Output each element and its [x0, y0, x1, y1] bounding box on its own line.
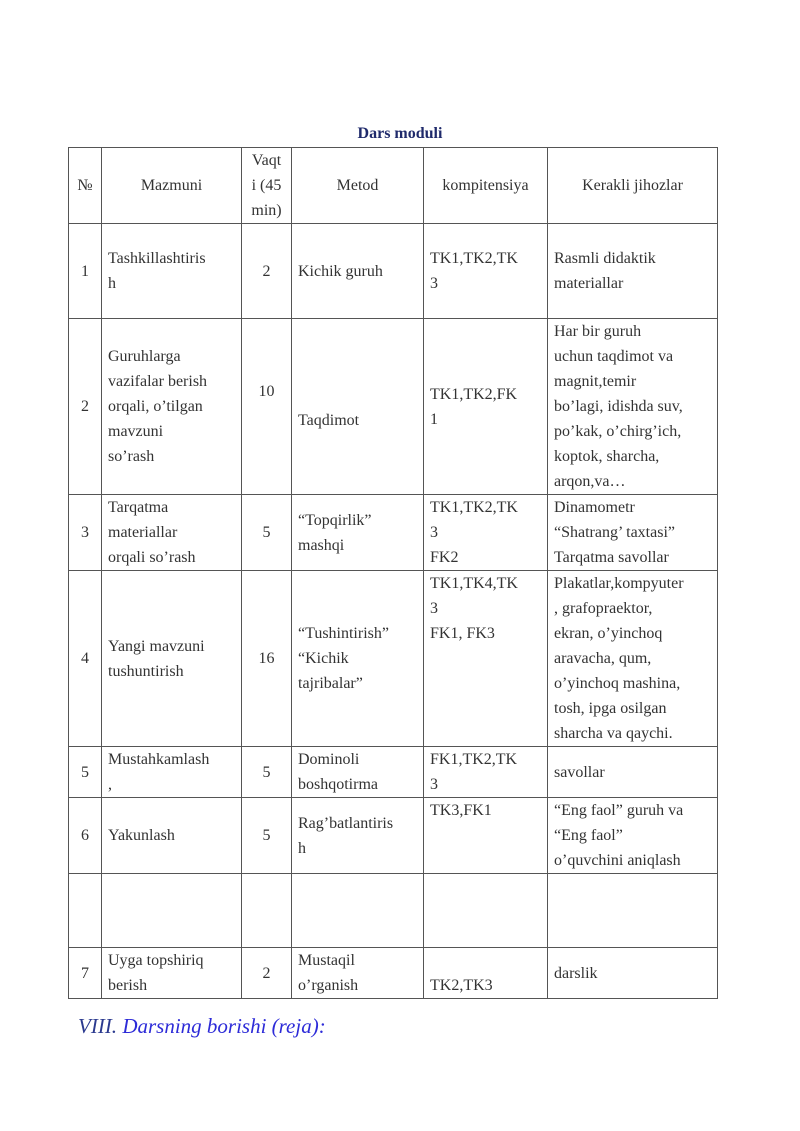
cell-competence [424, 798, 548, 874]
cell-equipment [548, 798, 718, 874]
cell-line: 3 [430, 776, 438, 793]
cell-competence [424, 747, 548, 798]
cell-line: “Topqirlik” [298, 511, 372, 529]
cell-line: bo’lagi, idishda suv, [554, 398, 683, 415]
cell-line: boshqotirma [298, 776, 378, 793]
cell-line: “Tushintirish” [298, 625, 389, 642]
cell-line: koptok, sharcha, [554, 448, 660, 465]
cell-line: darslik [554, 964, 598, 982]
cell-line: TK1,TK2,TK [430, 499, 518, 516]
cell-competence [424, 495, 548, 571]
cell-time: 5 [242, 798, 292, 874]
cell-line: tushuntirish [108, 662, 184, 680]
cell-line: Mustahkamlash [108, 751, 210, 768]
header-time [242, 148, 292, 224]
cell-num: 3 [69, 495, 102, 571]
cell-line: orqali so’rash [108, 549, 196, 566]
header-row [69, 148, 718, 224]
cell-line: sharcha va qaychi. [554, 725, 673, 742]
cell-line: h [298, 839, 306, 857]
cell-line: “Eng faol” guruh va [554, 802, 684, 819]
cell-time: 16 [242, 571, 292, 747]
section-number: VIII. [78, 1014, 118, 1038]
cell-content [102, 874, 242, 948]
cell-line: mashqi [298, 536, 345, 554]
header-time-line: Vaqt [251, 152, 282, 169]
cell-line: berish [108, 977, 148, 994]
cell-competence [424, 224, 548, 319]
cell-line: vazifalar berish [108, 373, 208, 390]
cell-line: arqon,va… [554, 473, 626, 490]
cell-line: “Kichik [298, 650, 349, 667]
cell-time [242, 874, 292, 948]
cell-equipment [548, 224, 718, 319]
cell-method [292, 319, 424, 495]
cell-line: 1 [430, 410, 438, 428]
cell-num: 7 [69, 948, 102, 999]
cell-line: FK1, FK3 [430, 625, 495, 642]
cell-line: Yakunlash [108, 827, 175, 844]
cell-method [292, 798, 424, 874]
table-row [69, 319, 718, 495]
cell-line: Tashkillashtiris [108, 250, 206, 267]
header-num: № [69, 148, 102, 224]
cell-content [102, 495, 242, 571]
cell-line: Rag’batlantiris [298, 814, 394, 832]
cell-method [292, 571, 424, 747]
cell-line: h [108, 275, 116, 292]
cell-line: Tarqatma [108, 499, 169, 516]
cell-line: Kichik guruh [298, 262, 383, 280]
cell-time: 10 [242, 319, 292, 495]
cell-method [292, 495, 424, 571]
cell-num: 5 [69, 747, 102, 798]
cell-num: 1 [69, 224, 102, 319]
table-row [69, 874, 718, 948]
cell-method [292, 874, 424, 948]
cell-line: mavzuni [108, 423, 164, 440]
cell-line: uchun taqdimot va [554, 348, 674, 365]
cell-line: Plakatlar,kompyuter [554, 575, 684, 592]
cell-time: 5 [242, 495, 292, 571]
cell-line: po’kak, o’chirg’ich, [554, 423, 682, 440]
cell-line: Guruhlarga [108, 348, 181, 365]
cell-equipment [548, 571, 718, 747]
cell-line: TK1,TK2,FK [430, 385, 518, 403]
header-method: Metod [292, 148, 424, 224]
table-row [69, 747, 718, 798]
cell-line: “Shatrang’ taxtasi” [554, 524, 675, 541]
cell-line: “Eng faol” [554, 827, 623, 844]
cell-content [102, 948, 242, 999]
cell-equipment [548, 495, 718, 571]
cell-content [102, 319, 242, 495]
cell-line: 3 [430, 524, 438, 541]
cell-equipment [548, 874, 718, 948]
cell-line: Tarqatma savollar [554, 549, 669, 566]
table-row [69, 948, 718, 999]
cell-line: o’quvchini aniqlash [554, 852, 681, 869]
cell-line: TK1,TK4,TK [430, 575, 518, 592]
table-row [69, 571, 718, 747]
cell-line: TK2,TK3 [430, 977, 493, 994]
cell-line: savollar [554, 763, 605, 781]
cell-time: 2 [242, 948, 292, 999]
cell-line: 3 [430, 275, 438, 292]
cell-method [292, 747, 424, 798]
cell-content [102, 571, 242, 747]
header-equipment: Kerakli jihozlar [548, 148, 718, 224]
cell-line: materiallar [554, 275, 624, 292]
cell-line: , grafopraektor, [554, 600, 653, 617]
cell-line: TK1,TK2,TK [430, 250, 518, 267]
cell-line: magnit,temir [554, 373, 637, 390]
lesson-module-table [68, 147, 718, 999]
cell-content [102, 747, 242, 798]
cell-line: tosh, ipga osilgan [554, 700, 667, 717]
cell-line: FK1,TK2,TK [430, 751, 518, 768]
cell-content [102, 798, 242, 874]
header-competence: kompitensiya [424, 148, 548, 224]
cell-line: Dinamometr [554, 499, 635, 516]
cell-equipment [548, 747, 718, 798]
cell-method [292, 948, 424, 999]
cell-line: , [108, 776, 112, 793]
cell-line: o’rganish [298, 977, 359, 994]
cell-num: 4 [69, 571, 102, 747]
table-row [69, 798, 718, 874]
cell-content [102, 224, 242, 319]
cell-line: Taqdimot [298, 412, 360, 429]
cell-line: Yangi mavzuni [108, 637, 205, 655]
cell-equipment [548, 319, 718, 495]
cell-time: 5 [242, 747, 292, 798]
cell-line: TK3,FK1 [430, 802, 492, 819]
cell-num: 2 [69, 319, 102, 495]
cell-line: tajribalar” [298, 675, 363, 692]
cell-line: 3 [430, 600, 438, 617]
cell-competence [424, 319, 548, 495]
cell-num [69, 874, 102, 948]
cell-method [292, 224, 424, 319]
table-row [69, 495, 718, 571]
cell-line: so’rash [108, 448, 155, 465]
cell-line: aravacha, qum, [554, 650, 652, 667]
cell-competence [424, 948, 548, 999]
cell-competence [424, 874, 548, 948]
cell-line: materiallar [108, 524, 178, 541]
cell-line: ekran, o’yinchoq [554, 625, 663, 642]
table-title: Dars moduli [357, 125, 443, 142]
cell-line: o’yinchoq mashina, [554, 675, 681, 692]
cell-line: Dominoli [298, 751, 360, 768]
cell-num: 6 [69, 798, 102, 874]
header-time-line: i (45 [251, 177, 282, 194]
section-heading [78, 1014, 326, 1039]
section-title: Darsning borishi (reja): [117, 1014, 326, 1038]
cell-time: 2 [242, 224, 292, 319]
header-time-line: min) [251, 202, 282, 219]
header-content: Mazmuni [102, 148, 242, 224]
table-row [69, 224, 718, 319]
cell-line: Rasmli didaktik [554, 250, 656, 267]
cell-line: orqali, o’tilgan [108, 398, 203, 415]
cell-line: Mustaqil [298, 952, 355, 969]
cell-competence [424, 571, 548, 747]
cell-line: Har bir guruh [554, 323, 642, 340]
cell-line: FK2 [430, 549, 459, 566]
cell-line: Uyga topshiriq [108, 952, 204, 969]
cell-equipment [548, 948, 718, 999]
